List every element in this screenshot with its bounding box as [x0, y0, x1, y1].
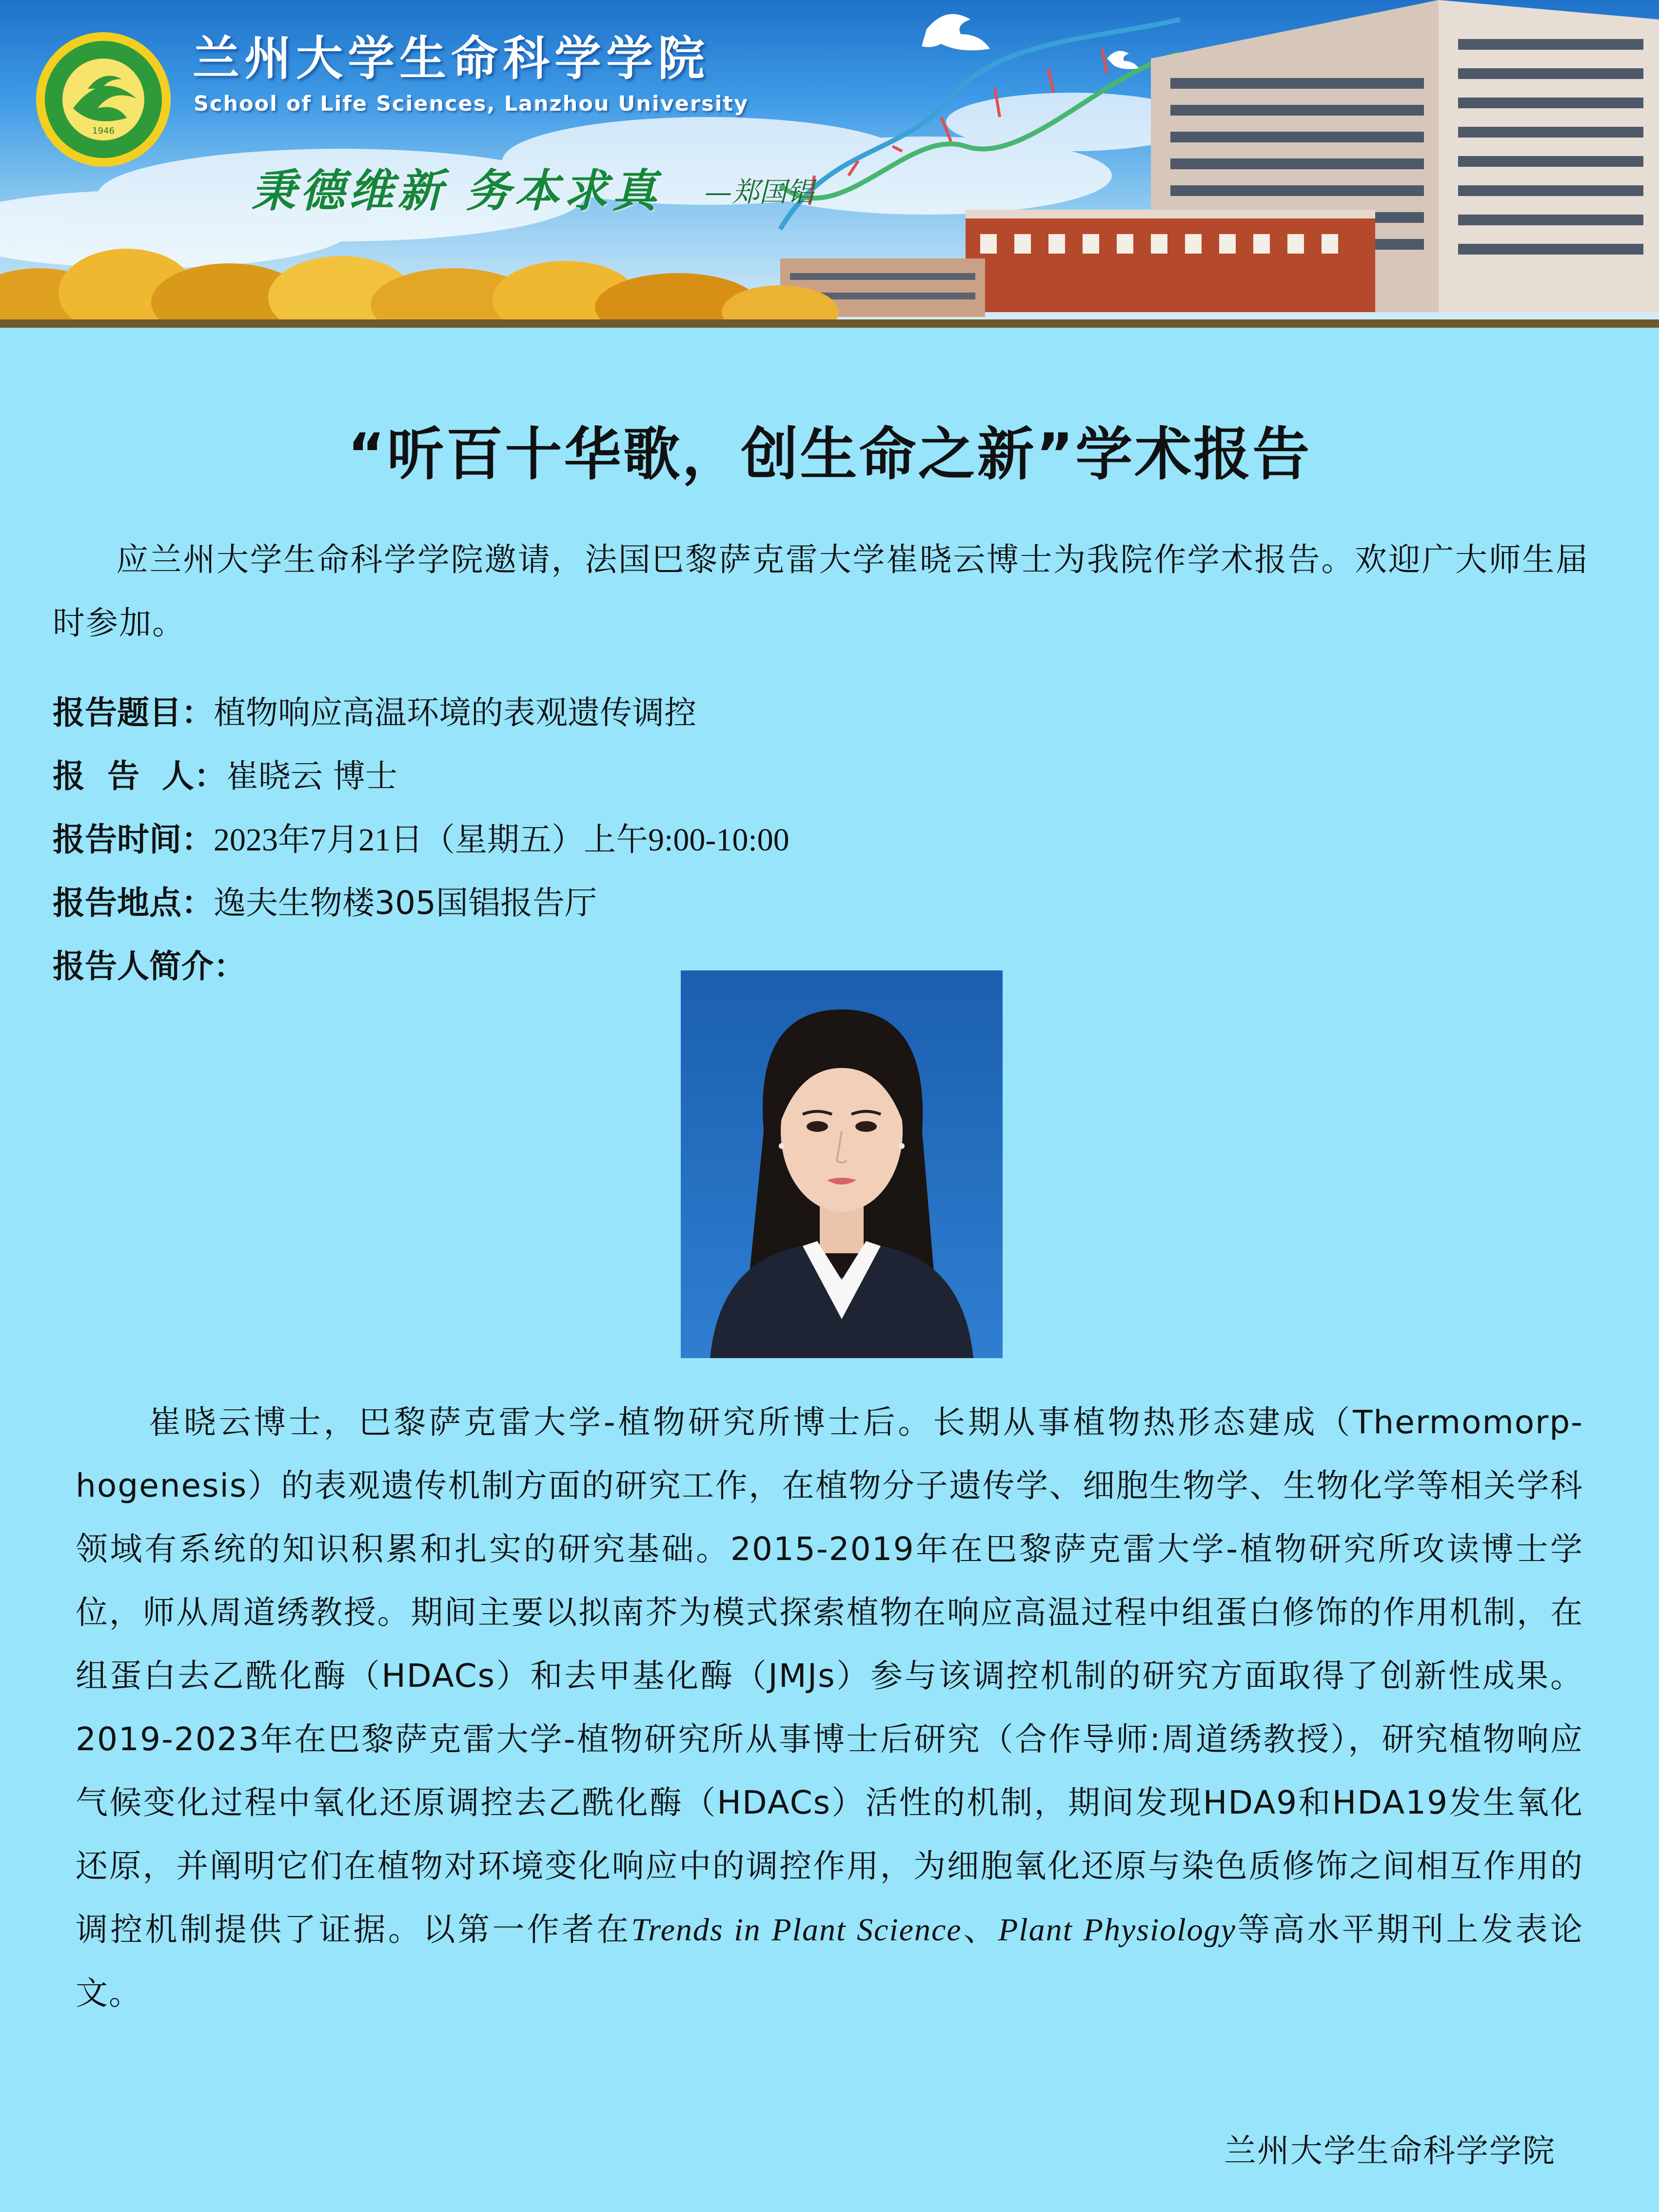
motto-signature: —郑国锠: [705, 177, 814, 208]
time-label: 报告时间：: [53, 821, 214, 858]
organizer-signature: 兰州大学生命科学学院: [1224, 2132, 1556, 2170]
topic-label: 报告题目：: [53, 694, 214, 731]
info-row-topic: [53, 687, 696, 733]
bio-text-part1: 崔晓云博士，巴黎萨克雷大学-植物研究所博士后。长期从事植物热形态建成（Thermomorp-hogenesis）的表观遗传机制方面的研究工作，在植物分子遗传学、细胞生物学、生物化学等相关学科领域有系统的知识积累和扎实的研究基础。2015-2019年在巴黎萨克雷大学-植物研究所攻读博士学位，师从周道绣教授。期间主要以拟南芥为模式探索植物在响应高温过程中组蛋白修饰的作用机制，在组蛋白去乙酰化酶（HDACs）和去甲基化酶（JMJs）参与该调控机制的研究方面取得了创新性成果。2019-2023年在巴黎萨克雷大学-植物研究所从事博士后研究（合作导师:周道绣教授），研究植物响应气候变化过程中氧化还原调控去乙酰化酶（HDACs）活性的机制，期间发现HDA9和HDA19发生氧化还原，并阐明它们在植物对环境变化响应中的调控作用，为细胞氧化还原与染色质修饰之间相互作用的调控机制提供了证据。以第一作者在: [76, 1403, 1583, 1948]
journal-name-2: Plant Physiology: [998, 1912, 1236, 1948]
bio-label: 报告人简介：: [53, 948, 246, 985]
school-name-en: School of Life Sciences, Lanzhou University: [194, 92, 749, 116]
school-name-cn: 兰州大学生命科学学院: [193, 31, 710, 86]
info-row-place: [53, 877, 597, 923]
speaker-label: 报 告 人：: [53, 757, 226, 795]
info-row-time: [53, 813, 790, 860]
place-value: 逸夫生物楼305国锠报告厅: [214, 884, 597, 922]
topic-value: 植物响应高温环境的表观遗传调控: [214, 694, 696, 731]
time-value: 2023年7月21日（星期五）上午9:00-10:00: [214, 822, 790, 858]
dove-icon: [922, 14, 1139, 69]
bio-separator: 、: [962, 1911, 998, 1948]
speaker-bio-paragraph: [76, 1391, 1583, 2025]
speaker-portrait-photo: [681, 970, 1003, 1358]
speaker-value: 崔晓云 博士: [226, 757, 397, 795]
info-row-bio-label: [53, 940, 246, 987]
header-banner: [0, 0, 1659, 328]
bio-text-part2: 等高水平期刊上发表论文。: [76, 1911, 1584, 2012]
place-label: 报告地点：: [53, 884, 214, 922]
school-motto: 秉德维新 务本求真: [251, 164, 661, 217]
info-row-speaker: [53, 750, 397, 796]
university-logo: [34, 30, 173, 169]
svg-text:1946: 1946: [92, 126, 115, 136]
page-title: “听百十华歌，创生命之新”学术报告: [347, 421, 1312, 488]
journal-name-1: Trends in Plant Science: [631, 1912, 962, 1948]
intro-paragraph: 应兰州大学生命科学学院邀请，法国巴黎萨克雷大学崔晓云博士为我院作学术报告。欢迎广大师生届时参加。: [53, 541, 1589, 642]
